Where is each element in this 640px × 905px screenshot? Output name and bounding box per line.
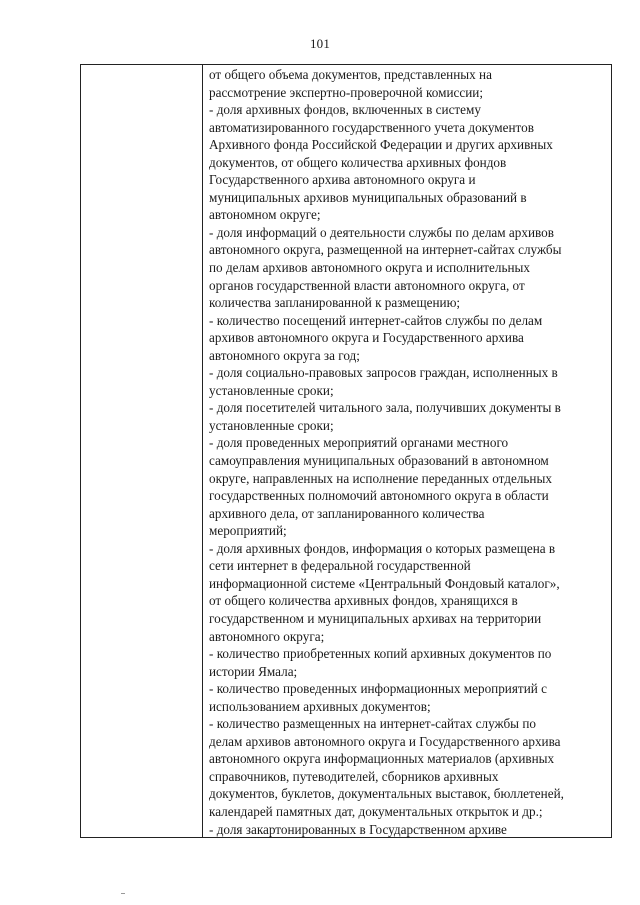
text-line: автономного округа информационных материалов (архивных: [209, 751, 555, 767]
text-line: - доля проведенных мероприятий органами местного: [209, 435, 509, 451]
text-line: количества запланированной к размещению;: [209, 295, 461, 311]
text-line: - количество посещений интернет-сайтов службы по делам: [209, 312, 543, 328]
text-line: - количество проведенных информационных мероприятий с: [209, 681, 547, 697]
text-line: автоматизированного государственного учета документов: [209, 119, 534, 135]
text-line: - количество приобретенных копий архивных документов по: [209, 646, 552, 662]
text-line: - количество размещенных на интернет-сайтах службы по: [209, 716, 536, 732]
text-line: справочников, путеводителей, сборников архивных: [209, 768, 499, 784]
text-line: - доля посетителей читального зала, получивших документы в: [209, 400, 561, 416]
text-line: государственных полномочий автономного округа в области: [209, 488, 549, 504]
text-line: по делам архивов автономного округа и исполнительных: [209, 260, 530, 276]
text-line: от общего объема документов, представленных на: [209, 67, 492, 82]
text-line: государственном и муниципальных архивах на территории: [209, 610, 542, 626]
text-line: сети интернет в федеральной государственной: [209, 558, 471, 574]
text-line: установленные сроки;: [209, 382, 334, 398]
text-line: рассмотрение экспертно-проверочной комиссии;: [209, 84, 483, 100]
text-line: самоуправления муниципальных образований в автономном: [209, 453, 549, 469]
text-line: документов, от общего количества архивных фондов: [209, 154, 507, 170]
text-line: истории Ямала;: [209, 663, 298, 679]
text-line: округе, направленных на исполнение переданных отдельных: [209, 470, 552, 486]
text-line: использованием архивных документов;: [209, 698, 431, 714]
text-line: календарей памятных дат, документальных открыток и др.;: [209, 803, 543, 819]
text-line: автономного округа за год;: [209, 347, 360, 363]
text-line: информационной системе «Центральный Фондовый каталог»,: [209, 575, 560, 591]
text-line: делам архивов автономного округа и Государственного архива: [209, 733, 561, 749]
text-line: - доля архивных фондов, информация о которых размещена в: [209, 540, 556, 556]
table-right-cell: [203, 65, 611, 837]
text-line: - доля информаций о деятельности службы по делам архивов: [209, 224, 554, 240]
text-line: муниципальных архивов муниципальных образований в: [209, 189, 527, 205]
text-line: автономного округа;: [209, 628, 325, 644]
text-line: архивов автономного округа и Государственного архива: [209, 330, 524, 346]
text-line: Архивного фонда Российской Федерации и других архивных: [209, 137, 553, 153]
text-line: автономном округе;: [209, 207, 321, 223]
text-line: мероприятий;: [209, 523, 287, 539]
page-number: 101: [309, 36, 331, 51]
text-line: - доля социально-правовых запросов граждан, исполненных в: [209, 365, 558, 381]
text-line: - доля закартонированных в Государственном архиве: [209, 821, 507, 837]
table-left-cell: [81, 65, 203, 837]
text-line: документов, буклетов, документальных выставок, бюллетеней,: [209, 786, 564, 802]
document-table: [80, 64, 612, 838]
text-line: архивного дела, от запланированного количества: [209, 505, 485, 521]
text-line: - доля архивных фондов, включенных в систему: [209, 102, 481, 118]
scan-artifact-mark: [121, 893, 125, 894]
text-line: установленные сроки;: [209, 417, 334, 433]
text-line: органов государственной власти автономного округа, от: [209, 277, 525, 293]
text-line: от общего количества архивных фондов, хранящихся в: [209, 593, 518, 609]
text-line: Государственного архива автономного округа и: [209, 172, 476, 188]
text-line: автономного округа, размещенной на интернет-сайтах службы: [209, 242, 562, 258]
